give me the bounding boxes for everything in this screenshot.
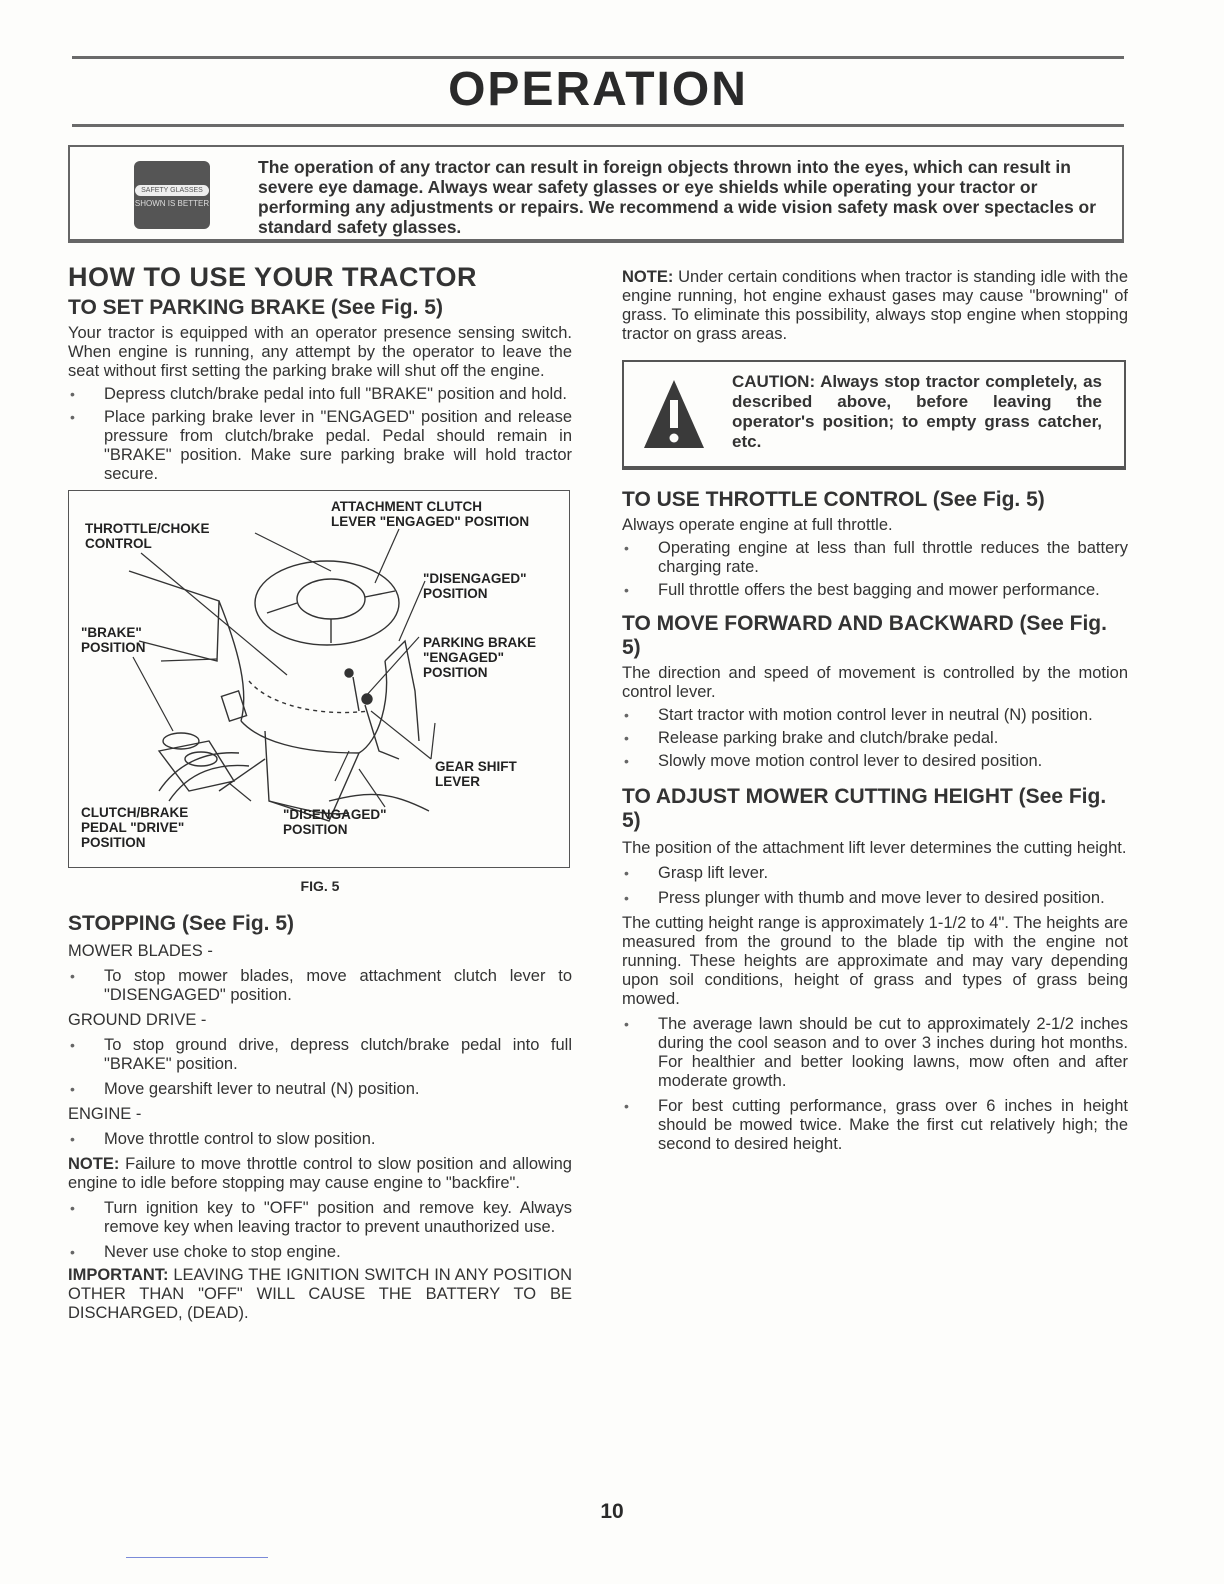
warning-icon bbox=[642, 376, 706, 452]
list-item: • The average lawn should be cut to approximately 2-1/2 inches during the cool season and to over 3 inches during hot months. For healthier and better looking lawns, mow often and after moderate growth. bbox=[622, 1015, 1128, 1091]
final-bullets bbox=[68, 1199, 572, 1262]
list-item: • Move throttle control to slow position. bbox=[68, 1130, 572, 1149]
list-item: • Slowly move motion control lever to desired position. bbox=[622, 752, 1128, 771]
right-column bbox=[622, 268, 1128, 1154]
mower-blades-label: MOWER BLADES - bbox=[68, 942, 213, 960]
label-attachment-clutch: ATTACHMENT CLUTCH LEVER "ENGAGED" POSITION bbox=[331, 499, 530, 529]
cutting-heading: TO ADJUST MOWER CUTTING HEIGHT (See Fig. 5) bbox=[622, 785, 1107, 832]
cutting-intro: The position of the attachment lift lever determines the cutting height. bbox=[622, 839, 1127, 857]
parking-heading: TO SET PARKING BRAKE (See Fig. 5) bbox=[68, 296, 443, 319]
important-text: LEAVING THE IGNITION SWITCH IN ANY POSITION OTHER THAN "OFF" WILL CAUSE THE BATTERY TO BE DISCHARGED, (DEAD). bbox=[68, 1266, 572, 1322]
page-title: OPERATION bbox=[448, 63, 748, 116]
list-item: • Never use choke to stop engine. bbox=[68, 1243, 572, 1262]
label-disengaged-top: "DISENGAGED" POSITION bbox=[423, 571, 527, 601]
how-to-heading: HOW TO USE YOUR TRACTOR bbox=[68, 262, 478, 292]
list-item: • Move gearshift lever to neutral (N) position. bbox=[68, 1080, 572, 1099]
label-parking-brake: PARKING BRAKE "ENGAGED" POSITION bbox=[423, 635, 537, 680]
list-item: • Operating engine at less than full throttle reduces the battery charging rate. bbox=[622, 539, 1128, 577]
list-item: • To stop mower blades, move attachment clutch lever to "DISENGAGED" position. bbox=[68, 967, 572, 1005]
throttle-intro: Always operate engine at full throttle. bbox=[622, 516, 893, 534]
engine-bullets bbox=[68, 1130, 572, 1149]
safety-warning-box bbox=[68, 145, 1124, 243]
note-text: Under certain conditions when tractor is standing idle with the engine running, hot engine exhaust gases may cause "browning" of grass. To eliminate this possibility, always stop engine when stopping tractor on grass areas. bbox=[622, 268, 1128, 343]
mower-bullets bbox=[68, 967, 572, 1005]
cutting-bullets-2 bbox=[622, 1015, 1128, 1154]
move-heading: TO MOVE FORWARD AND BACKWARD (See Fig. 5) bbox=[622, 612, 1107, 659]
safety-badge-text: SHOWN IS BETTER bbox=[134, 199, 210, 208]
list-item: • Place parking brake lever in "ENGAGED" position and release pressure from clutch/brake pedal. Pedal should remain in "BRAKE" position. Make sure parking brake will hold tractor secure. bbox=[68, 408, 572, 484]
move-bullets bbox=[622, 706, 1128, 771]
move-intro: The direction and speed of movement is controlled by the motion control lever. bbox=[622, 664, 1128, 701]
top-rule bbox=[72, 56, 1124, 59]
stopping-note bbox=[68, 1155, 572, 1193]
label-disengaged-bottom: "DISENGAGED" POSITION bbox=[283, 807, 387, 837]
cutting-range: The cutting height range is approximately 1-1/2 to 4". The heights are measured from the ground to the blade tip with the engine not running. These heights are approximate and may vary depending upon soil conditions, height of grass and types of grass being mowed. bbox=[622, 914, 1128, 1008]
list-item: • Release parking brake and clutch/brake pedal. bbox=[622, 729, 1128, 748]
stopping-heading: STOPPING (See Fig. 5) bbox=[68, 912, 294, 935]
page-number: 10 bbox=[600, 1500, 624, 1523]
list-item: • Press plunger with thumb and move lever to desired position. bbox=[622, 889, 1128, 908]
throttle-bullets bbox=[622, 539, 1128, 600]
ground-bullets bbox=[68, 1036, 572, 1099]
label-clutch-brake: CLUTCH/BRAKE PEDAL "DRIVE" POSITION bbox=[81, 805, 189, 850]
note-label: NOTE: bbox=[68, 1155, 120, 1173]
safety-badge-top: SAFETY GLASSES bbox=[135, 185, 209, 196]
note-text: Failure to move throttle control to slow position and allowing engine to idle before stopping may cause engine to "backfire". bbox=[68, 1155, 572, 1192]
important-label: IMPORTANT: bbox=[68, 1266, 169, 1284]
label-throttle-choke: THROTTLE/CHOKE CONTROL bbox=[85, 521, 210, 551]
title-bottom-rule bbox=[72, 124, 1124, 127]
safety-text: The operation of any tractor can result in foreign objects thrown into the eyes, which can result in severe eye damage. Always wear safety glasses or eye shields while operating your tractor or performing any adjustments or repairs. We recommend a wide vision safety mask over spectacles or standard safety glasses. bbox=[258, 157, 1097, 237]
list-item: • Depress clutch/brake pedal into full "BRAKE" position and hold. bbox=[68, 385, 572, 404]
engine-label: ENGINE - bbox=[68, 1105, 142, 1123]
list-item: • Start tractor with motion control lever in neutral (N) position. bbox=[622, 706, 1128, 725]
important-note bbox=[68, 1266, 572, 1323]
figure-5 bbox=[68, 490, 570, 868]
footer-line bbox=[126, 1557, 268, 1558]
note-label: NOTE: bbox=[622, 268, 674, 286]
cutting-bullets bbox=[622, 864, 1128, 908]
figure-caption: FIG. 5 bbox=[300, 878, 340, 894]
list-item: • Full throttle offers the best bagging and mower performance. bbox=[622, 581, 1128, 600]
caution-text: CAUTION: Always stop tractor completely, as described above, before leaving the operator's position; to empty grass catcher, etc. bbox=[732, 372, 1102, 451]
ground-drive-label: GROUND DRIVE - bbox=[68, 1011, 207, 1029]
throttle-heading: TO USE THROTTLE CONTROL (See Fig. 5) bbox=[622, 488, 1045, 511]
parking-bullets bbox=[68, 385, 572, 484]
browning-note bbox=[622, 268, 1128, 344]
caution-box bbox=[622, 360, 1126, 470]
list-item: • Grasp lift lever. bbox=[622, 864, 1128, 883]
safety-glasses-icon bbox=[134, 161, 210, 229]
parking-intro: Your tractor is equipped with an operator presence sensing switch. When engine is running, any attempt by the operator to leave the seat without first setting the parking brake will shut off the engine. bbox=[68, 324, 572, 380]
label-brake-position: "BRAKE" POSITION bbox=[81, 625, 146, 655]
list-item: • For best cutting performance, grass over 6 inches in height should be mowed twice. Make the first cut relatively high; the second to desired height. bbox=[622, 1097, 1128, 1154]
list-item: • To stop ground drive, depress clutch/brake pedal into full "BRAKE" position. bbox=[68, 1036, 572, 1074]
list-item: • Turn ignition key to "OFF" position and remove key. Always remove key when leaving tractor to prevent unauthorized use. bbox=[68, 1199, 572, 1237]
label-gear-shift: GEAR SHIFT LEVER bbox=[435, 759, 517, 789]
left-column bbox=[68, 262, 572, 1323]
